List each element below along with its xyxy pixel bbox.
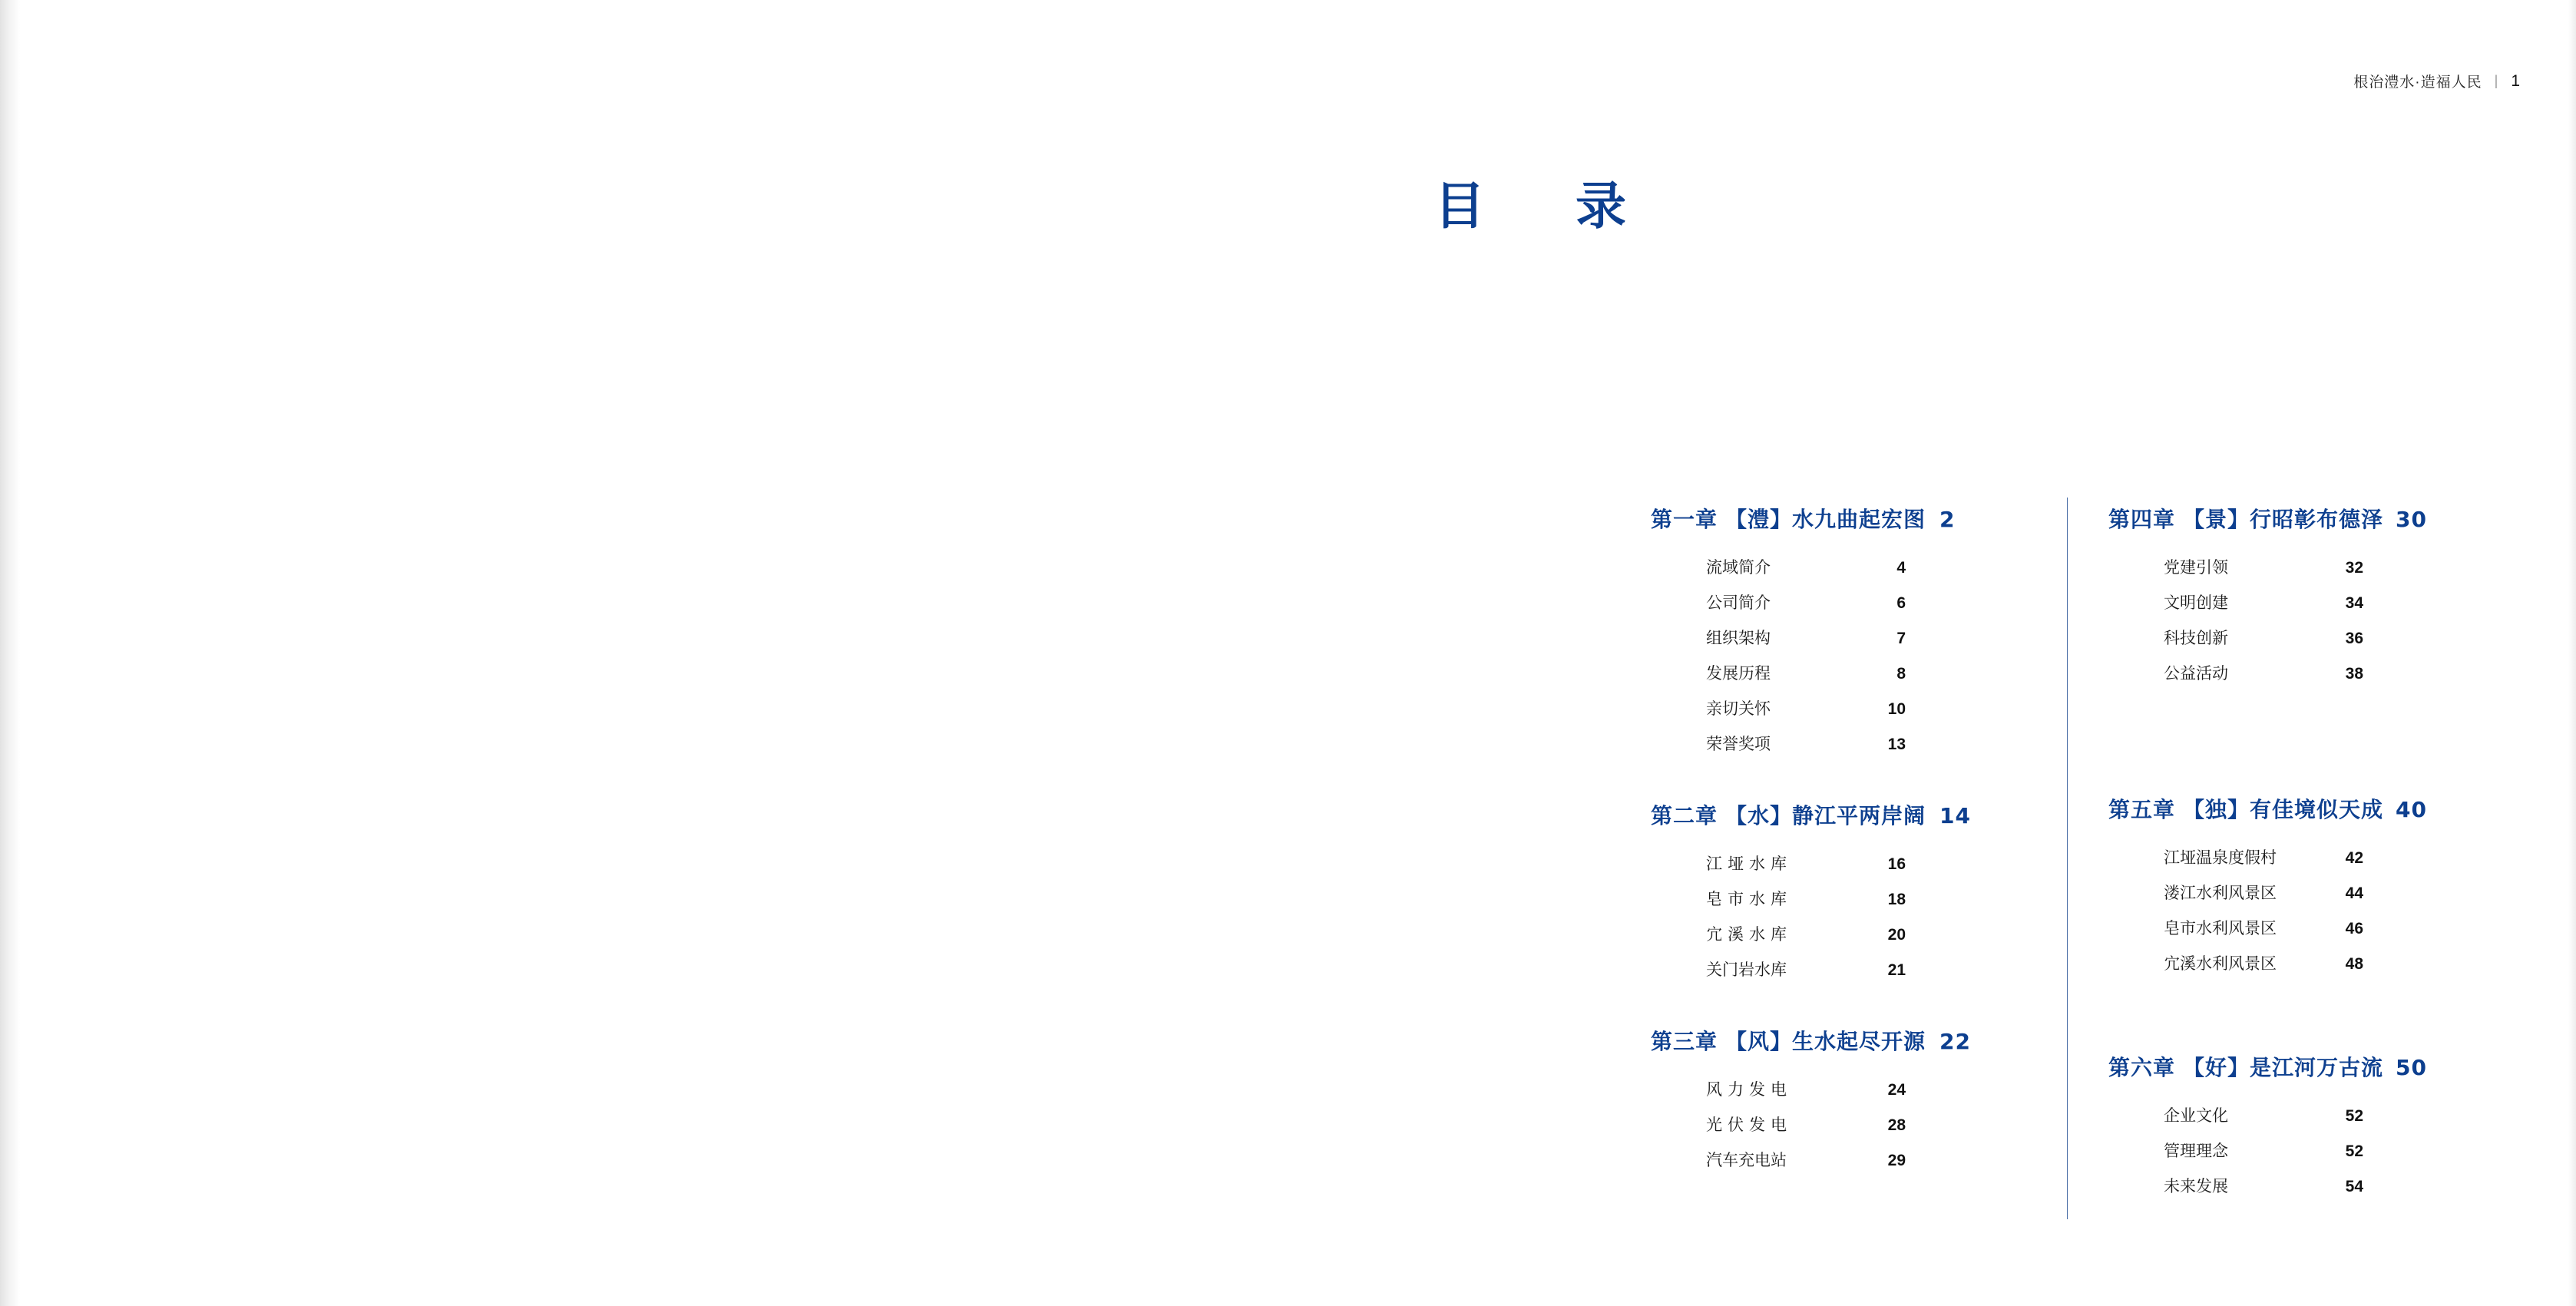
toc-entry-page: 28 [1887, 1116, 1906, 1134]
running-header-book-title: 根治澧水·造福人民 [2353, 74, 2482, 91]
toc-entry[interactable] [2164, 661, 2518, 684]
toc-entry-page: 21 [1887, 961, 1906, 979]
toc-entry-page: 6 [1896, 594, 1906, 612]
toc-entry-label: 皂市水利风景区 [2164, 920, 2277, 937]
chapter-title: 【好】是江河万古流 [2183, 1055, 2384, 1080]
toc-entry[interactable] [1706, 626, 2061, 649]
chapter-page-number: 30 [2396, 507, 2427, 532]
chapter-page-number: 40 [2396, 797, 2427, 822]
toc-column-right [2061, 503, 2518, 1197]
toc-entry-label: 光伏发电 [1706, 1116, 1792, 1134]
toc-chapter-heading[interactable] [2108, 793, 2518, 824]
toc-entry-list [1651, 1077, 2061, 1171]
toc-entry-page: 34 [2345, 594, 2363, 612]
toc-entry-page: 32 [2345, 559, 2363, 577]
toc-entry[interactable] [1706, 1148, 2061, 1171]
chapter-title: 【澧】水九曲起宏图 [1725, 507, 1926, 532]
toc-entry[interactable] [2164, 1174, 2518, 1197]
toc-entry-label: 江垭温泉度假村 [2164, 849, 2277, 867]
toc-chapter-heading[interactable] [1651, 1025, 2061, 1056]
toc-entry-label: 公司简介 [1706, 594, 1771, 612]
toc-entry-list [1651, 555, 2061, 755]
chapter-label: 第六章 [2108, 1055, 2176, 1080]
toc-entry-label: 流域简介 [1706, 559, 1771, 577]
toc-entry[interactable] [2164, 845, 2518, 868]
toc-entry-label: 公益活动 [2164, 665, 2228, 683]
toc-entry-page: 20 [1887, 926, 1906, 944]
toc-entry-page: 42 [2345, 849, 2363, 867]
chapter-label: 第三章 [1651, 1029, 1718, 1054]
toc-entry-label: 文明创建 [2164, 594, 2228, 612]
toc-entry-page: 52 [2345, 1107, 2363, 1125]
toc-column-left [1651, 503, 2061, 1197]
toc-entry-page: 44 [2345, 884, 2363, 902]
toc-entry-page: 52 [2345, 1142, 2363, 1160]
toc-chapter [1651, 1025, 2061, 1171]
chapter-title: 【独】有佳境似天成 [2183, 797, 2384, 822]
toc-entry-label: 汽车充电站 [1706, 1152, 1787, 1169]
running-header-page-number: 1 [2511, 71, 2521, 90]
toc-entry-label: 关门岩水库 [1706, 961, 1787, 979]
toc-entry[interactable] [1706, 696, 2061, 719]
chapter-page-number: 50 [2396, 1055, 2427, 1080]
chapter-title: 【景】行昭彰布德泽 [2183, 507, 2384, 532]
toc-chapter [2108, 1051, 2518, 1197]
toc-entry-label: 党建引领 [2164, 559, 2228, 577]
toc-entry[interactable] [1706, 851, 2061, 875]
toc-entry-page: 36 [2345, 630, 2363, 647]
toc-entry-page: 46 [2345, 920, 2363, 937]
running-header [2353, 71, 2521, 91]
toc-entry-page: 38 [2345, 665, 2363, 683]
toc-chapter [1651, 503, 2061, 755]
toc-entry[interactable] [1706, 887, 2061, 910]
toc-entry-label: 溇江水利风景区 [2164, 884, 2277, 902]
toc-entry-label: 宂溪水库 [1706, 926, 1792, 944]
toc-entry-page: 48 [2345, 955, 2363, 973]
chapter-label: 第一章 [1651, 507, 1718, 532]
toc-entry[interactable] [1706, 957, 2061, 980]
toc-entry-list [2108, 555, 2518, 684]
toc-columns [1651, 503, 2518, 1197]
chapter-title: 【风】生水起尽开源 [1725, 1029, 1926, 1054]
toc-entry-label: 发展历程 [1706, 665, 1771, 683]
toc-entry-page: 13 [1887, 736, 1906, 753]
toc-chapter-heading[interactable] [1651, 503, 2061, 534]
toc-entry[interactable] [2164, 555, 2518, 578]
toc-entry[interactable] [2164, 590, 2518, 613]
toc-entry-page: 7 [1896, 630, 1906, 647]
toc-entry-label: 宂溪水利风景区 [2164, 955, 2277, 973]
toc-entry-page: 4 [1896, 559, 1906, 577]
toc-chapter [2108, 503, 2518, 684]
toc-entry-label: 江垭水库 [1706, 855, 1792, 873]
toc-entry[interactable] [1706, 661, 2061, 684]
toc-chapter [2108, 793, 2518, 974]
toc-entry-list [2108, 845, 2518, 974]
toc-entry-list [2108, 1103, 2518, 1197]
toc-entry-label: 风力发电 [1706, 1081, 1792, 1099]
toc-entry-page: 8 [1896, 665, 1906, 683]
toc-entry-label: 亲切关怀 [1706, 700, 1771, 718]
toc-entry[interactable] [2164, 916, 2518, 939]
toc-chapter-heading[interactable] [1651, 799, 2061, 830]
toc-entry-page: 10 [1887, 700, 1906, 718]
toc-entry[interactable] [1706, 922, 2061, 945]
toc-entry-page: 24 [1887, 1081, 1906, 1099]
toc-entry-label: 荣誉奖项 [1706, 736, 1771, 753]
toc-entry[interactable] [1706, 590, 2061, 613]
toc-entry-page: 29 [1887, 1152, 1906, 1169]
toc-entry[interactable] [1706, 555, 2061, 578]
toc-entry[interactable] [2164, 1103, 2518, 1126]
toc-entry[interactable] [2164, 881, 2518, 904]
toc-entry[interactable] [2164, 951, 2518, 974]
toc-chapter [1651, 799, 2061, 980]
toc-entry-page: 16 [1887, 855, 1906, 873]
toc-entry[interactable] [1706, 732, 2061, 755]
page-right-edge [2568, 0, 2576, 1306]
chapter-page-number: 22 [1939, 1029, 1971, 1054]
toc-entry-list [1651, 851, 2061, 980]
chapter-page-number: 2 [1939, 507, 1956, 532]
chapter-label: 第四章 [2108, 507, 2176, 532]
toc-entry[interactable] [1706, 1113, 2061, 1136]
toc-entry-label: 管理理念 [2164, 1142, 2228, 1160]
toc-entry-page: 54 [2345, 1178, 2363, 1195]
toc-entry-label: 组织架构 [1706, 630, 1771, 647]
toc-entry-page: 18 [1887, 891, 1906, 908]
toc-chapter-heading[interactable] [2108, 503, 2518, 534]
running-header-separator: | [2494, 73, 2499, 88]
toc-entry[interactable] [2164, 1139, 2518, 1162]
toc-entry-label: 科技创新 [2164, 630, 2228, 647]
toc-entry[interactable] [2164, 626, 2518, 649]
toc-entry-label: 未来发展 [2164, 1178, 2228, 1195]
chapter-label: 第二章 [1651, 803, 1718, 828]
page-title: 目 录 [1434, 177, 1646, 236]
toc-entry-label: 企业文化 [2164, 1107, 2228, 1125]
toc-entry-label: 皂市水库 [1706, 891, 1792, 908]
chapter-page-number: 14 [1939, 803, 1971, 828]
chapter-label: 第五章 [2108, 797, 2176, 822]
chapter-title: 【水】静江平两岸阔 [1725, 803, 1926, 828]
toc-entry[interactable] [1706, 1077, 2061, 1100]
toc-chapter-heading[interactable] [2108, 1051, 2518, 1082]
page-spine-shadow [0, 0, 20, 1306]
